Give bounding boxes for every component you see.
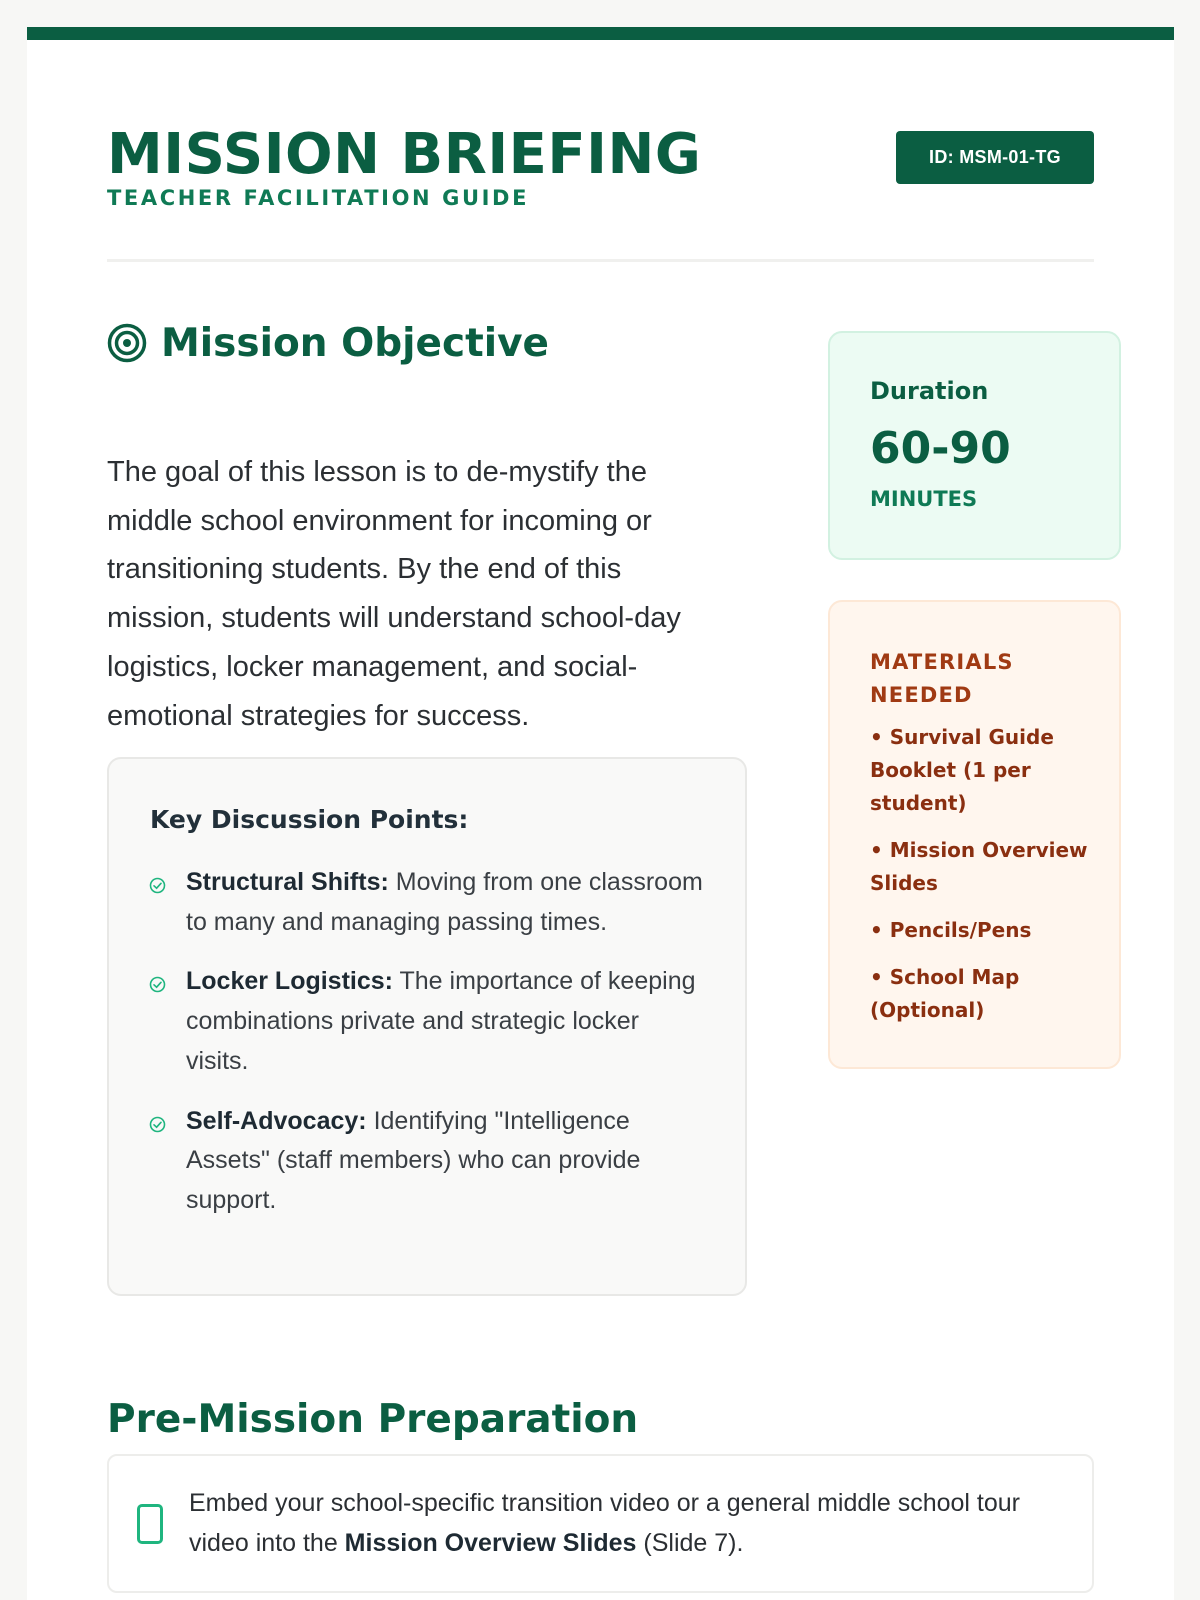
preparation-title: Pre-Mission Preparation: [107, 1397, 639, 1442]
duration-value: 60-90: [870, 423, 1011, 474]
task-text-bold: Mission Overview Slides: [344, 1528, 637, 1557]
discussion-list: [149, 863, 704, 1241]
preparation-task-card: [107, 1454, 1094, 1593]
page-header: [107, 122, 1094, 262]
discussion-item: [149, 1102, 704, 1221]
document-id-badge: ID: MSM-01-TG: [896, 131, 1094, 184]
check-circle-icon: [149, 1116, 166, 1133]
task-checkbox[interactable]: [137, 1504, 163, 1544]
materials-card: [828, 600, 1121, 1069]
discussion-item-label: Structural Shifts:: [186, 868, 389, 896]
task-text-prefix: Embed your school-specific transition video or a general middle school tour video into the: [189, 1489, 1020, 1557]
task-text-suffix: (Slide 7).: [636, 1528, 744, 1557]
discussion-points-card: [107, 757, 747, 1296]
objective-title: Mission Objective: [161, 320, 550, 366]
check-circle-icon: [149, 976, 166, 993]
page-subtitle: TEACHER FACILITATION GUIDE: [107, 186, 530, 210]
discussion-item-text: The importance of keeping combinations private and strategic locker visits.: [186, 967, 696, 1075]
materials-item: • Pencils/Pens: [870, 918, 1032, 942]
preparation-task-text: [189, 1484, 1059, 1563]
materials-list: [870, 721, 1090, 1041]
check-circle-icon: [149, 877, 166, 894]
duration-card: [828, 331, 1121, 560]
duration-unit: MINUTES: [870, 487, 978, 511]
discussion-item-label: Self-Advocacy:: [186, 1106, 367, 1135]
objective-heading: [107, 313, 549, 373]
discussion-title: Key Discussion Points:: [150, 805, 469, 834]
materials-item: • Survival Guide Booklet (1 per student): [870, 725, 1054, 815]
duration-label: Duration: [870, 377, 989, 405]
discussion-item-text: Moving from one classroom to many and managing passing times.: [186, 868, 703, 936]
target-icon: [107, 323, 147, 363]
discussion-item: [149, 863, 704, 942]
discussion-item: [149, 962, 704, 1081]
objective-text: The goal of this lesson is to de-mystify the middle school environment for incoming or transitioning students. By the end of this mission, students will understand school-day logistics, locker management, and social-emotional strategies for success.: [107, 456, 681, 732]
materials-item: • Mission Overview Slides: [870, 838, 1088, 895]
page-title: MISSION BRIEFING: [107, 122, 702, 187]
discussion-item-text: Identifying "Intelligence Assets" (staff members) who can provide support.: [186, 1106, 641, 1214]
page-sheet: [27, 27, 1174, 1600]
discussion-item-label: Locker Logistics:: [186, 967, 393, 996]
materials-item: • School Map (Optional): [870, 965, 1020, 1022]
materials-title: MATERIALS NEEDED: [870, 650, 1014, 707]
